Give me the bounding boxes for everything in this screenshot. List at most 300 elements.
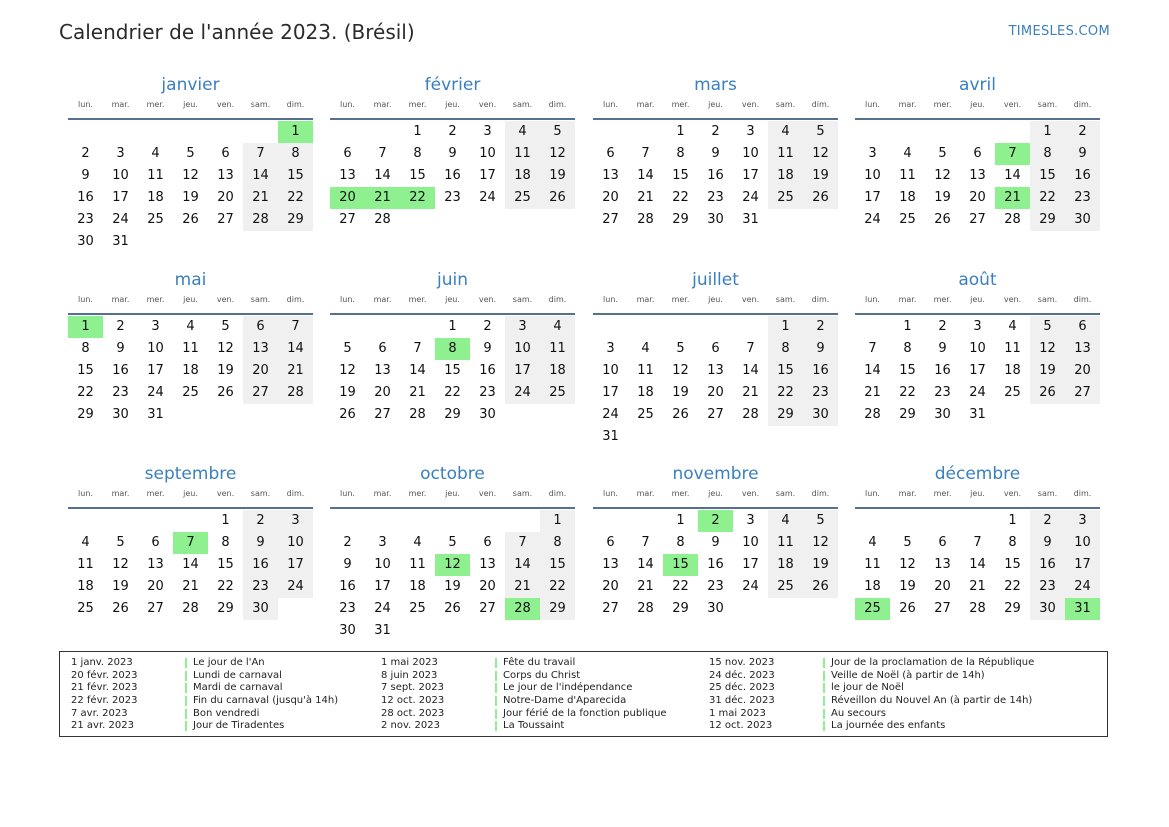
day-cell: 29 [899,407,916,422]
day-cell: 17 [742,168,759,183]
day-cell: 1 [1030,121,1065,143]
legend-row [709,670,1034,683]
day-cell: 9 [81,168,90,183]
day-cell: 18 [182,363,199,378]
day-cell: 31 [602,429,619,444]
day-cell: 16 [479,363,496,378]
weekday-label: sam. [775,295,796,304]
weekday-label: mer. [408,100,427,109]
day-cell: 30 [1065,209,1100,231]
day-cell: 11 [77,557,94,572]
day-cell: 16 [707,557,724,572]
weekday-label: mar. [898,295,917,304]
day-cell: 23 [444,190,461,205]
day-cell: 4 [641,341,650,356]
day-cell: 27 [602,212,619,227]
day-cell: 22 [278,187,313,209]
holiday-day-cell: 20 [330,187,365,209]
month-name: février [424,75,481,95]
day-cell: 25 [505,187,540,209]
day-cell: 27 [479,601,496,616]
day-cell: 19 [444,579,461,594]
day-cell: 5 [938,146,947,161]
day-cell: 24 [278,576,313,598]
legend-row [71,695,338,708]
empty-cell [173,121,208,143]
empty-cell [960,510,995,532]
day-cell: 16 [444,168,461,183]
day-cell: 20 [1065,360,1100,382]
day-cell: 6 [606,146,615,161]
holiday-date: 22 févr. 2023 [71,695,138,707]
holiday-name: Au secours [831,707,886,719]
weekday-label: lun. [865,489,880,498]
holiday-date: 8 juin 2023 [381,669,438,681]
day-cell: 4 [505,121,540,143]
weekday-label: ven. [478,100,497,109]
day-cell: 14 [243,165,278,187]
day-cell: 24 [742,579,759,594]
day-cell: 1 [1008,513,1017,528]
weekday-label: lun. [603,489,618,498]
day-cell: 19 [217,363,234,378]
day-cell: 12 [112,557,129,572]
day-cell: 24 [1065,576,1100,598]
day-cell: 2 [483,319,492,334]
day-cell: 15 [672,168,689,183]
day-cell: 11 [637,363,654,378]
day-cell: 15 [540,554,575,576]
day-cell: 3 [868,146,877,161]
day-cell: 10 [278,532,313,554]
legend-row [71,708,338,721]
day-cell: 28 [1004,212,1021,227]
day-cell: 11 [864,557,881,572]
weekday-label: jeu. [445,100,460,109]
day-cell: 29 [672,601,689,616]
day-cell: 14 [864,363,881,378]
weekday-label: dim. [811,100,830,109]
holiday-marker-icon [823,696,825,706]
day-cell: 12 [934,168,951,183]
weekday-label: dim. [548,295,567,304]
empty-cell [698,316,733,338]
day-cell: 8 [676,146,685,161]
day-cell: 20 [147,579,164,594]
weekday-label: ven. [216,100,235,109]
day-cell: 26 [803,576,838,598]
day-cell: 20 [374,385,391,400]
day-cell: 3 [606,341,615,356]
month-name: juillet [692,270,739,290]
holiday-date: 7 avr. 2023 [71,707,128,719]
day-cell: 5 [803,510,838,532]
day-grid [68,316,313,426]
day-cell: 22 [768,382,803,404]
day-cell: 5 [903,535,912,550]
day-cell: 27 [1065,382,1100,404]
weekday-label: dim. [811,295,830,304]
day-cell: 10 [374,557,391,572]
holiday-name: Corps du Christ [503,669,581,681]
day-cell: 16 [112,363,129,378]
holiday-marker-icon [823,709,825,719]
holiday-marker-icon [495,658,497,668]
day-grid [855,121,1100,231]
day-cell: 24 [864,212,881,227]
day-cell: 22 [1004,579,1021,594]
legend-row [709,708,1034,721]
month-name: novembre [672,464,759,484]
month-8 [855,269,1100,426]
day-cell: 28 [182,601,199,616]
day-cell: 13 [479,557,496,572]
legend-row [71,657,338,670]
day-grid [855,316,1100,426]
day-cell: 22 [899,385,916,400]
holiday-name: Lundi de carnaval [193,669,282,681]
day-cell: 30 [803,404,838,426]
day-cell: 17 [374,579,391,594]
month-6 [330,269,575,426]
day-cell: 29 [217,601,234,616]
day-cell: 20 [217,190,234,205]
holiday-day-cell: 15 [663,554,698,576]
holiday-date: 2 nov. 2023 [381,720,440,732]
month-name: avril [959,75,996,95]
day-cell: 28 [409,407,426,422]
weekday-label: sam. [1037,295,1058,304]
day-cell: 6 [973,146,982,161]
day-cell: 28 [742,407,759,422]
weekday-label: lun. [603,295,618,304]
day-cell: 26 [217,385,234,400]
weekday-label: lun. [865,100,880,109]
day-cell: 6 [151,535,160,550]
legend-row [381,720,667,733]
holiday-day-cell: 1 [68,316,103,338]
day-cell: 25 [768,187,803,209]
site-logo[interactable]: TIMESLES.COM [1008,24,1110,39]
day-cell: 6 [483,535,492,550]
day-cell: 30 [243,598,278,620]
day-cell: 19 [182,190,199,205]
day-cell: 7 [278,316,313,338]
weekday-label: dim. [286,489,305,498]
day-cell: 2 [1065,121,1100,143]
day-cell: 4 [768,121,803,143]
day-cell: 7 [641,535,650,550]
empty-cell [330,510,365,532]
month-name: décembre [934,464,1021,484]
month-name: août [958,270,997,290]
day-cell: 27 [934,601,951,616]
day-cell: 17 [602,385,619,400]
day-cell: 29 [77,407,94,422]
weekday-label: jeu. [445,489,460,498]
holiday-name: Le jour de l'indépendance [503,682,633,694]
day-cell: 19 [803,554,838,576]
weekday-label: jeu. [708,100,723,109]
day-cell: 11 [540,338,575,360]
day-cell: 14 [637,168,654,183]
day-cell: 25 [147,212,164,227]
weekday-label: lun. [340,295,355,304]
day-cell: 8 [676,535,685,550]
day-cell: 5 [676,341,685,356]
empty-cell [628,316,663,338]
day-cell: 26 [112,601,129,616]
day-cell: 19 [899,579,916,594]
day-cell: 15 [1030,165,1065,187]
weekday-label: sam. [775,489,796,498]
weekday-label: lun. [865,295,880,304]
page-title: Calendrier de l'année 2023. (Brésil) [59,20,415,44]
weekday-label: lun. [78,295,93,304]
day-cell: 24 [742,190,759,205]
day-cell: 30 [1030,598,1065,620]
day-cell: 15 [217,557,234,572]
month-name: mars [694,75,737,95]
holiday-marker-icon [823,721,825,731]
day-cell: 9 [483,341,492,356]
day-cell: 6 [343,146,352,161]
day-cell: 2 [243,510,278,532]
day-cell: 8 [221,535,230,550]
day-cell: 27 [969,212,986,227]
day-cell: 29 [1004,601,1021,616]
empty-cell [855,316,890,338]
day-cell: 26 [444,601,461,616]
empty-cell [593,316,628,338]
day-cell: 12 [803,532,838,554]
weekday-label: mar. [373,295,392,304]
day-cell: 1 [221,513,230,528]
holiday-name: Fin du carnaval (jusqu'à 14h) [193,695,339,707]
day-cell: 18 [409,579,426,594]
weekday-label: ven. [478,489,497,498]
day-cell: 27 [147,601,164,616]
day-cell: 16 [1065,165,1100,187]
empty-cell [733,316,768,338]
day-cell: 19 [339,385,356,400]
empty-cell [400,316,435,338]
holiday-marker-icon [185,658,187,668]
empty-cell [925,121,960,143]
day-cell: 6 [243,316,278,338]
day-cell: 13 [217,168,234,183]
day-cell: 16 [803,360,838,382]
day-cell: 10 [969,341,986,356]
day-cell: 11 [899,168,916,183]
day-cell: 31 [374,623,391,638]
day-cell: 23 [803,382,838,404]
day-cell: 12 [803,143,838,165]
day-cell: 4 [151,146,160,161]
legend-row [381,670,667,683]
holiday-day-cell: 31 [1065,598,1100,620]
day-cell: 10 [112,168,129,183]
day-grid [593,121,838,231]
day-cell: 18 [864,579,881,594]
day-cell: 29 [444,407,461,422]
weekday-header [68,295,313,315]
day-cell: 22 [1030,187,1065,209]
legend-row [381,657,667,670]
day-cell: 8 [413,146,422,161]
day-cell: 2 [448,124,457,139]
day-cell: 18 [1004,363,1021,378]
day-cell: 8 [903,341,912,356]
day-cell: 21 [409,385,426,400]
day-cell: 23 [707,579,724,594]
month-12 [855,463,1100,620]
day-cell: 3 [483,124,492,139]
empty-cell [243,121,278,143]
day-cell: 6 [938,535,947,550]
day-cell: 29 [1030,209,1065,231]
weekday-label: sam. [1037,489,1058,498]
day-cell: 16 [1030,554,1065,576]
day-cell: 16 [339,579,356,594]
day-cell: 25 [768,576,803,598]
day-cell: 13 [602,557,619,572]
day-cell: 13 [243,338,278,360]
weekday-label: mar. [111,295,130,304]
day-cell: 10 [1065,532,1100,554]
day-cell: 24 [147,385,164,400]
day-cell: 5 [343,341,352,356]
day-cell: 29 [278,209,313,231]
day-cell: 9 [116,341,125,356]
day-cell: 14 [182,557,199,572]
weekday-label: mer. [146,295,165,304]
day-cell: 6 [378,341,387,356]
day-cell: 9 [1030,532,1065,554]
weekday-label: dim. [811,489,830,498]
day-cell: 18 [637,385,654,400]
weekday-label: ven. [1003,489,1022,498]
holiday-date: 15 nov. 2023 [709,657,775,668]
weekday-label: lun. [340,489,355,498]
holiday-name: Réveillon du Nouvel An (à partir de 14h) [831,695,1033,707]
weekday-label: ven. [1003,295,1022,304]
day-cell: 8 [81,341,90,356]
day-cell: 21 [243,187,278,209]
day-cell: 5 [540,121,575,143]
day-cell: 15 [444,363,461,378]
day-cell: 10 [864,168,881,183]
day-cell: 17 [969,363,986,378]
empty-cell [995,121,1030,143]
day-cell: 4 [186,319,195,334]
holiday-day-cell: 7 [173,532,208,554]
day-cell: 12 [182,168,199,183]
day-cell: 3 [1065,510,1100,532]
day-cell: 15 [768,360,803,382]
holiday-day-cell: 28 [505,598,540,620]
day-cell: 6 [606,535,615,550]
empty-cell [208,121,243,143]
day-cell: 8 [278,143,313,165]
day-cell: 14 [637,557,654,572]
day-cell: 19 [540,165,575,187]
holiday-marker-icon [185,721,187,731]
day-cell: 10 [602,363,619,378]
weekday-label: dim. [548,100,567,109]
holiday-date: 28 oct. 2023 [381,707,445,719]
day-cell: 3 [278,510,313,532]
day-cell: 16 [243,554,278,576]
day-cell: 6 [1065,316,1100,338]
day-cell: 9 [448,146,457,161]
legend-row [709,720,1034,733]
day-cell: 1 [540,510,575,532]
weekday-label: dim. [548,489,567,498]
weekday-label: mar. [111,489,130,498]
day-cell: 17 [864,190,881,205]
day-cell: 18 [147,190,164,205]
day-cell: 13 [602,168,619,183]
day-cell: 5 [803,121,838,143]
day-cell: 24 [505,382,540,404]
weekday-label: dim. [286,100,305,109]
day-cell: 23 [1030,576,1065,598]
weekday-label: mar. [636,295,655,304]
weekday-label: mar. [636,489,655,498]
day-cell: 31 [969,407,986,422]
weekday-label: mer. [146,100,165,109]
weekday-label: mer. [933,295,952,304]
month-2 [330,74,575,231]
weekday-label: dim. [1073,489,1092,498]
day-cell: 17 [147,363,164,378]
legend-row [381,695,667,708]
day-cell: 14 [742,363,759,378]
day-cell: 3 [116,146,125,161]
weekday-label: sam. [250,100,271,109]
weekday-label: lun. [78,100,93,109]
day-cell: 6 [221,146,230,161]
day-cell: 3 [973,319,982,334]
empty-cell [173,510,208,532]
weekday-label: ven. [478,295,497,304]
day-cell: 21 [637,579,654,594]
day-cell: 10 [505,338,540,360]
day-cell: 15 [1004,557,1021,572]
weekday-label: jeu. [183,489,198,498]
day-cell: 3 [505,316,540,338]
day-cell: 26 [899,601,916,616]
weekday-header [855,295,1100,315]
holiday-date: 7 sept. 2023 [381,682,444,694]
holiday-name: Le jour de l'An [193,657,265,668]
empty-cell [138,121,173,143]
empty-cell [663,316,698,338]
holiday-marker-icon [495,696,497,706]
day-cell: 19 [672,385,689,400]
day-cell: 8 [1008,535,1017,550]
day-cell: 14 [505,554,540,576]
day-cell: 22 [672,190,689,205]
holiday-name: Jour de Tiradentes [193,720,285,732]
holiday-marker-icon [495,721,497,731]
empty-cell [103,121,138,143]
holiday-name: Fête du travail [503,657,576,668]
legend-row [709,695,1034,708]
day-cell: 25 [77,601,94,616]
weekday-header [330,100,575,120]
